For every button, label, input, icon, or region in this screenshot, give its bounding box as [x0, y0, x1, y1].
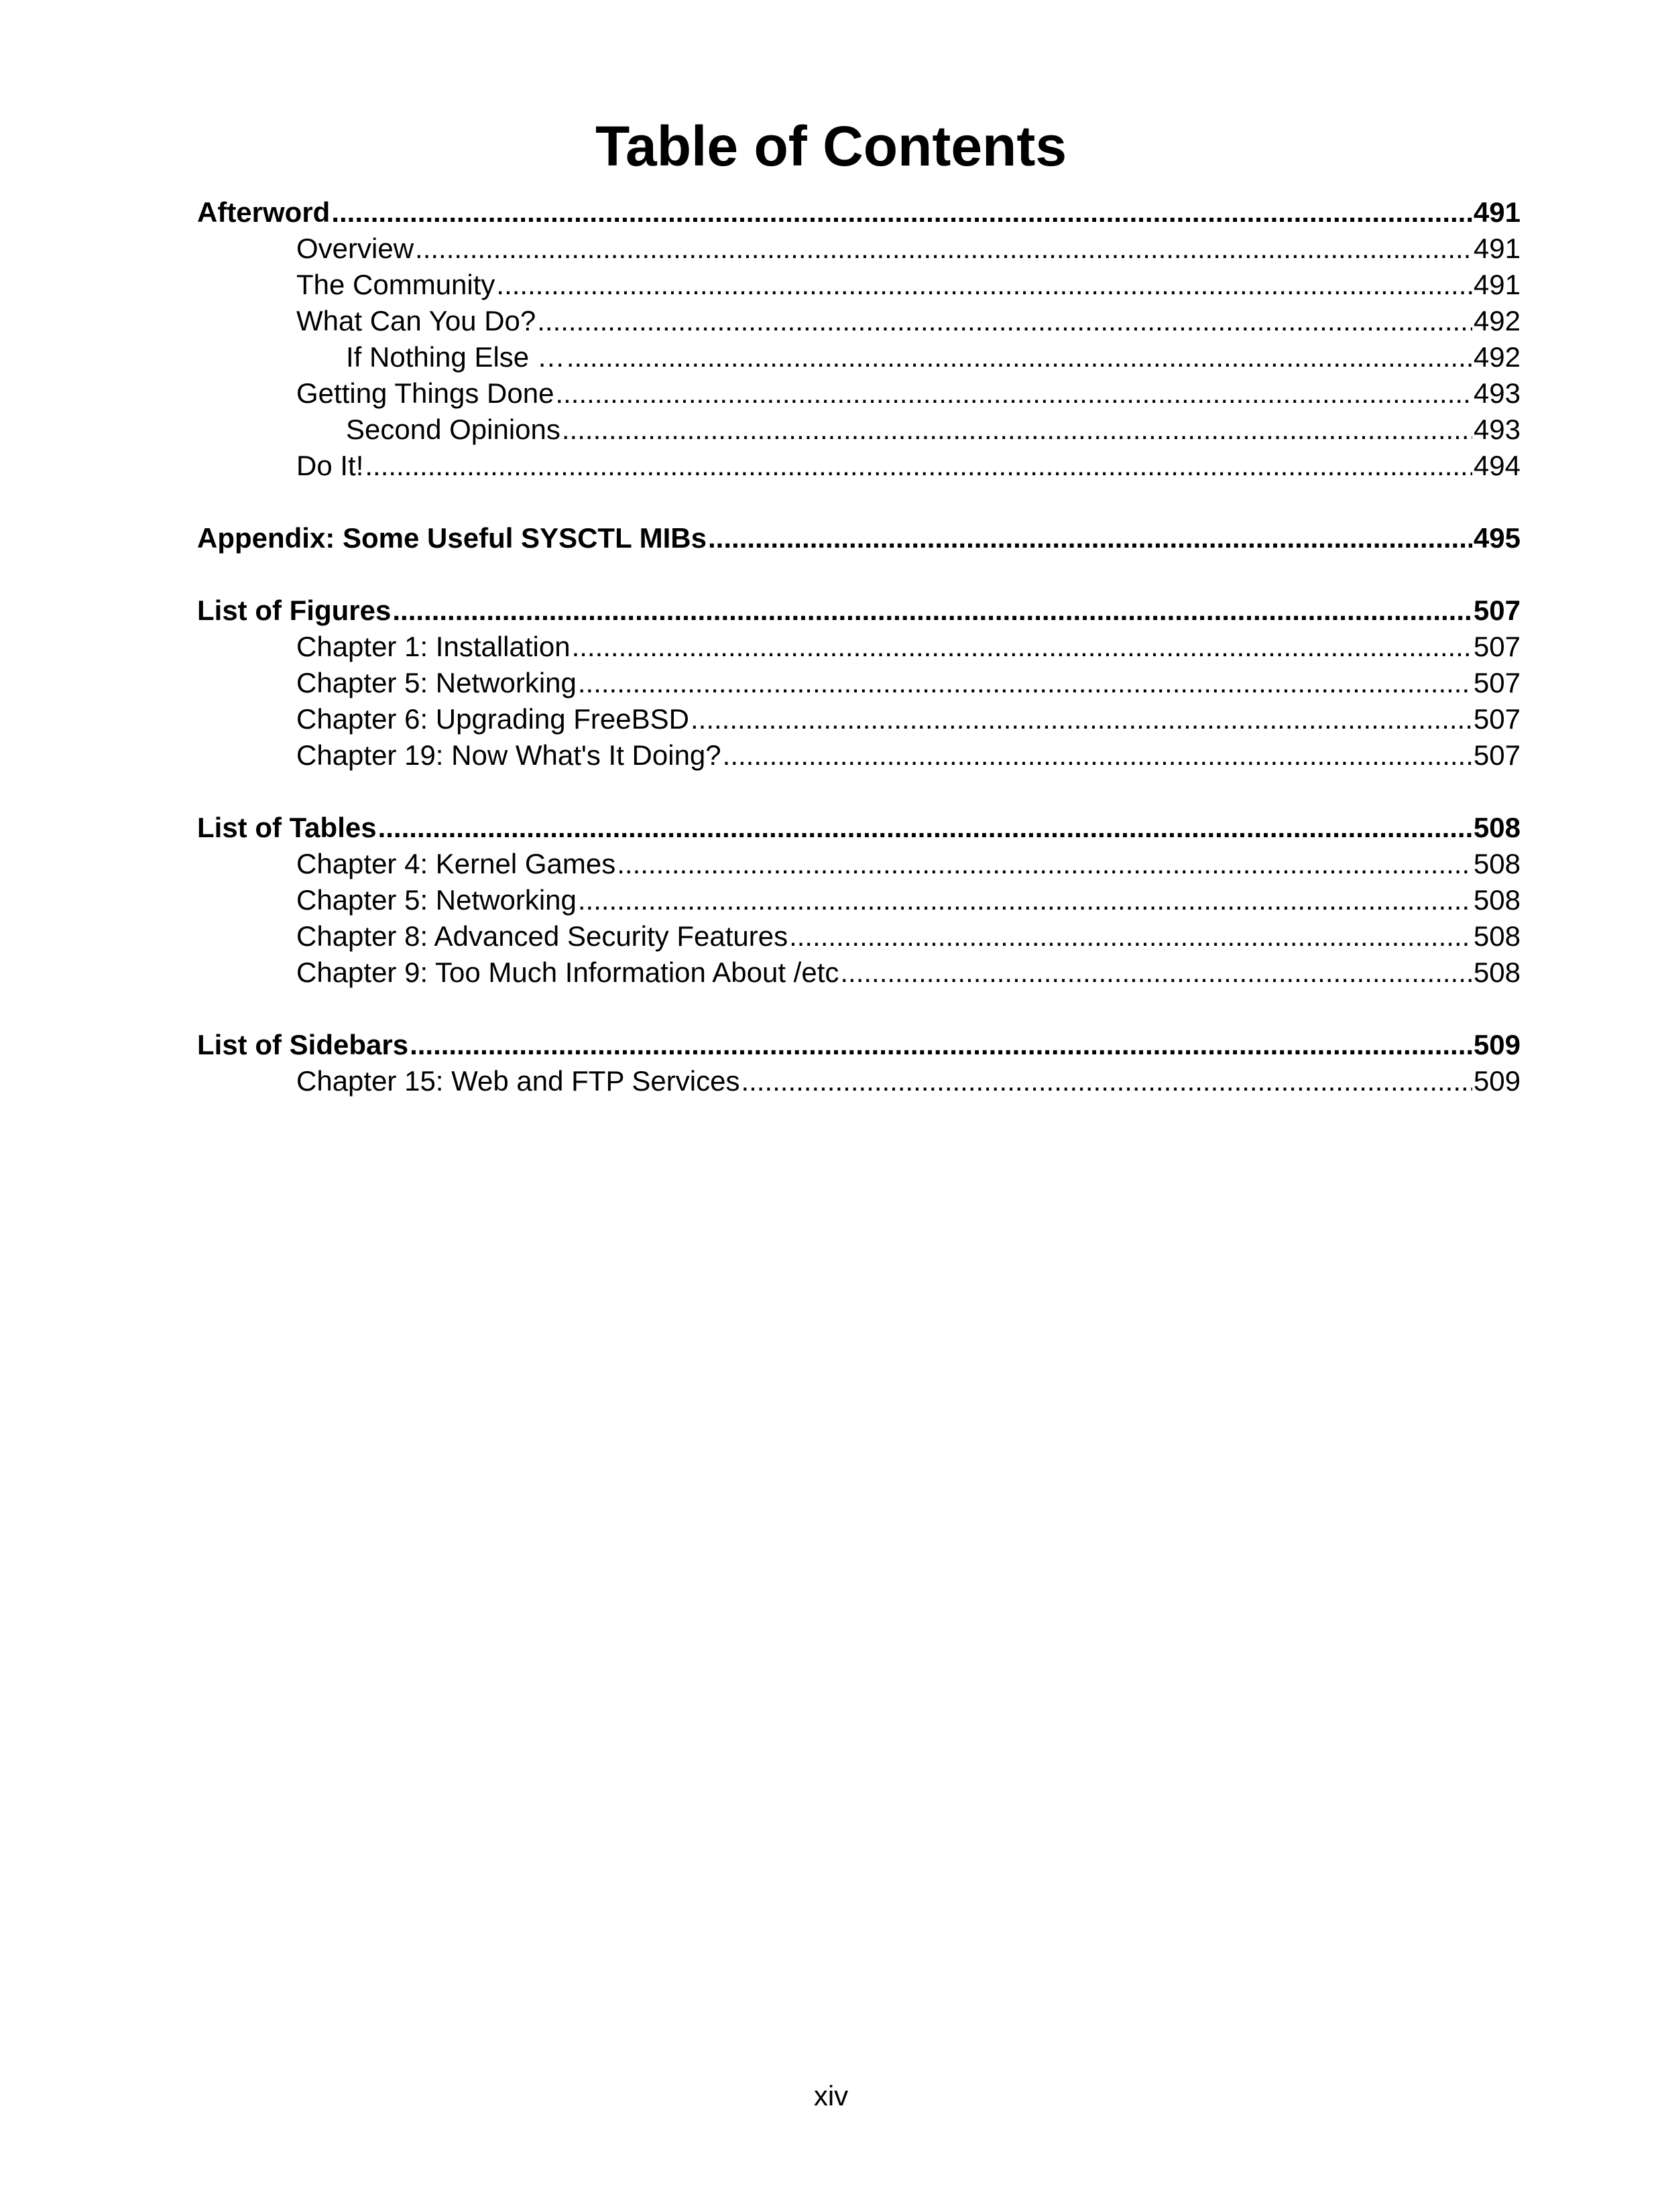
toc-entry[interactable]	[197, 448, 1521, 484]
dot-leader	[572, 629, 1472, 665]
table-of-contents	[197, 194, 1521, 1135]
toc-entry-page: 507	[1473, 739, 1521, 771]
toc-entry-label: Chapter 8: Advanced Security Features	[296, 920, 788, 952]
toc-entry-page: 508	[1473, 884, 1521, 916]
toc-entry-page: 491	[1473, 269, 1521, 300]
toc-entry-label: Second Opinions	[346, 414, 560, 445]
toc-entry-label: Chapter 5: Networking	[296, 884, 577, 916]
toc-entry[interactable]	[197, 339, 1521, 375]
toc-heading[interactable]	[197, 810, 1521, 846]
toc-entry-page: 493	[1473, 414, 1521, 445]
toc-heading[interactable]	[197, 593, 1521, 629]
toc-section	[197, 194, 1521, 484]
toc-entry-page: 509	[1473, 1065, 1521, 1097]
toc-entry-page: 495	[1473, 522, 1521, 554]
toc-entry-label: List of Figures	[197, 595, 392, 626]
toc-entry-label: The Community	[296, 269, 495, 300]
toc-section	[197, 520, 1521, 556]
dot-leader	[331, 194, 1472, 231]
dot-leader	[617, 846, 1472, 882]
toc-entry[interactable]	[197, 303, 1521, 339]
toc-entry-page: 492	[1473, 341, 1521, 373]
dot-leader	[789, 918, 1472, 955]
toc-entry-label: Chapter 4: Kernel Games	[296, 848, 616, 879]
toc-entry-page: 507	[1473, 595, 1521, 626]
dot-leader	[708, 520, 1472, 556]
toc-entry-page: 509	[1473, 1029, 1521, 1060]
toc-entry-page: 492	[1473, 305, 1521, 336]
dot-leader	[378, 810, 1472, 846]
dot-leader	[562, 412, 1472, 448]
toc-entry-page: 491	[1473, 233, 1521, 264]
dot-leader	[415, 231, 1472, 267]
dot-leader	[567, 339, 1472, 375]
toc-entry-page: 508	[1473, 920, 1521, 952]
page-number: xiv	[813, 2080, 849, 2111]
toc-heading[interactable]	[197, 194, 1521, 231]
toc-entry-page: 494	[1473, 450, 1521, 481]
toc-entry[interactable]	[197, 231, 1521, 267]
toc-entry-label: Chapter 15: Web and FTP Services	[296, 1065, 740, 1097]
toc-entry-label: What Can You Do?	[296, 305, 536, 336]
toc-entry-label: Overview	[296, 233, 414, 264]
toc-entry-label: Getting Things Done	[296, 377, 554, 409]
dot-leader	[578, 665, 1472, 701]
toc-entry-page: 491	[1473, 196, 1521, 228]
dot-leader	[496, 267, 1472, 303]
toc-entry-label: Afterword	[197, 196, 331, 228]
toc-entry[interactable]	[197, 665, 1521, 701]
toc-entry[interactable]	[197, 846, 1521, 882]
dot-leader	[723, 737, 1472, 774]
toc-entry-page: 508	[1473, 848, 1521, 879]
dot-leader	[392, 593, 1472, 629]
toc-section	[197, 810, 1521, 991]
toc-entry-page: 493	[1473, 377, 1521, 409]
toc-entry[interactable]	[197, 1063, 1521, 1099]
toc-entry[interactable]	[197, 412, 1521, 448]
toc-entry-label: If Nothing Else …	[346, 341, 565, 373]
toc-entry[interactable]	[197, 882, 1521, 918]
toc-entry[interactable]	[197, 918, 1521, 955]
toc-heading[interactable]	[197, 1027, 1521, 1063]
dot-leader	[555, 375, 1472, 412]
toc-entry-page: 507	[1473, 667, 1521, 698]
toc-entry-label: Chapter 19: Now What's It Doing?	[296, 739, 721, 771]
dot-leader	[741, 1063, 1472, 1099]
toc-entry[interactable]	[197, 955, 1521, 991]
dot-leader	[537, 303, 1472, 339]
dot-leader	[410, 1027, 1472, 1063]
toc-entry-label: Chapter 1: Installation	[296, 631, 571, 662]
toc-entry-label: List of Sidebars	[197, 1029, 409, 1060]
toc-entry-page: 508	[1473, 812, 1521, 843]
toc-entry-page: 507	[1473, 631, 1521, 662]
toc-entry[interactable]	[197, 375, 1521, 412]
toc-entry-page: 507	[1473, 703, 1521, 735]
toc-entry[interactable]	[197, 737, 1521, 774]
toc-section	[197, 593, 1521, 774]
toc-entry-label: Chapter 9: Too Much Information About /etc	[296, 957, 839, 988]
toc-entry-page: 508	[1473, 957, 1521, 988]
dot-leader	[840, 955, 1472, 991]
toc-entry-label: Do It!	[296, 450, 364, 481]
toc-entry[interactable]	[197, 701, 1521, 737]
toc-entry[interactable]	[197, 629, 1521, 665]
dot-leader	[578, 882, 1472, 918]
dot-leader	[691, 701, 1472, 737]
toc-entry[interactable]	[197, 267, 1521, 303]
page-title: Table of Contents	[595, 115, 1067, 178]
toc-heading[interactable]	[197, 520, 1521, 556]
dot-leader	[365, 448, 1472, 484]
toc-section	[197, 1027, 1521, 1099]
toc-entry-label: List of Tables	[197, 812, 377, 843]
toc-entry-label: Chapter 5: Networking	[296, 667, 577, 698]
toc-entry-label: Chapter 6: Upgrading FreeBSD	[296, 703, 689, 735]
toc-entry-label: Appendix: Some Useful SYSCTL MIBs	[197, 522, 707, 554]
